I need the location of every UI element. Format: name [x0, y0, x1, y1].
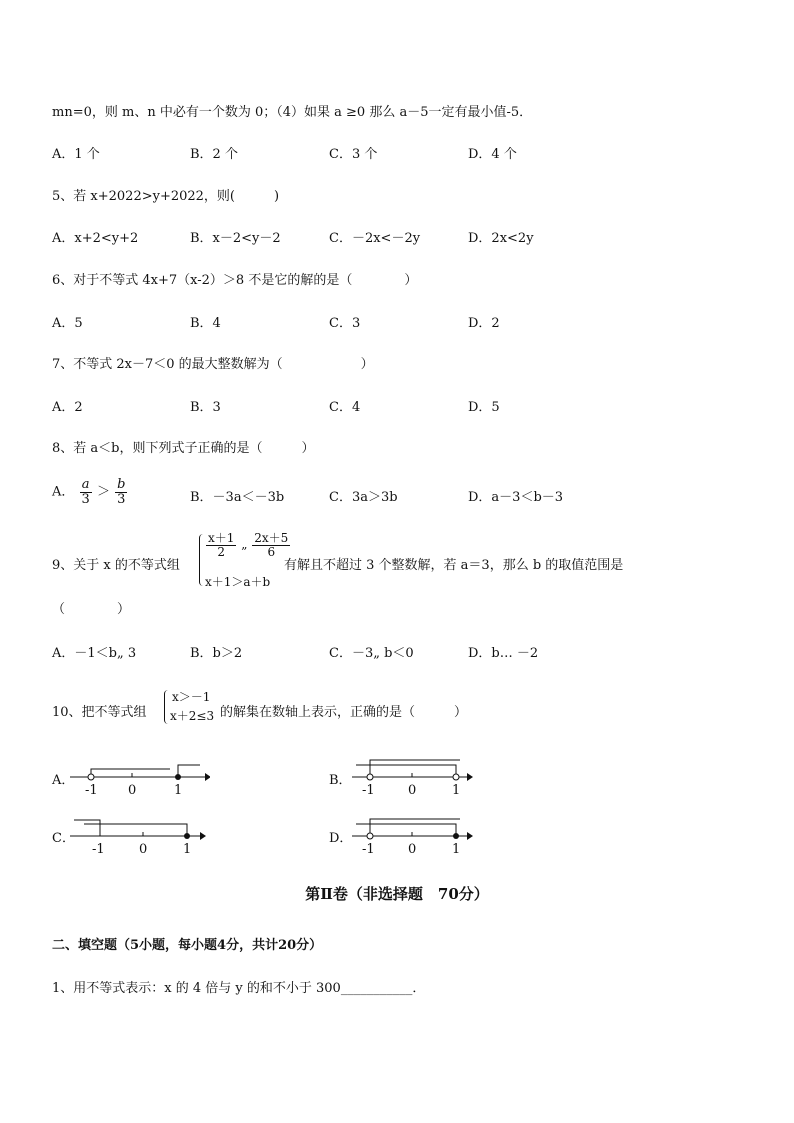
- q10-number-line-c: [70, 814, 210, 859]
- q10-a-tick-1: 1: [174, 783, 183, 798]
- q8-frac1-denominator: 3: [81, 491, 90, 507]
- q9-option-c: C．－3„ b＜0: [329, 646, 414, 661]
- q10-b-tick-0: 0: [408, 783, 417, 798]
- q8-frac1-numerator: a: [80, 478, 92, 493]
- q9-frac2-numerator: 2x＋5: [254, 531, 289, 545]
- q8-frac2-denominator: 3: [117, 491, 126, 507]
- q6-option-d: D．2: [468, 316, 500, 331]
- q8-stem: 8、若 a＜b，则下列式子正确的是（ ）: [52, 441, 315, 456]
- q9-option-a: A．－1＜b„ 3: [52, 646, 137, 661]
- q10-a-tick-0: 0: [128, 783, 137, 798]
- q10-stem-pre: 10、把不等式组: [52, 705, 147, 720]
- q9-system-row2: x＋1＞a＋b: [205, 575, 271, 589]
- q5-option-a: A．x+2<y+2: [52, 231, 139, 246]
- q10-c-tick-neg1: -1: [92, 842, 105, 857]
- q9-inequality-system: [199, 531, 289, 590]
- q10-a-tick-neg1: -1: [85, 783, 98, 798]
- q5-option-c: C．－2x<－2y: [329, 231, 421, 246]
- q9-option-b: B．b＞2: [190, 646, 243, 661]
- q7-option-c: C．4: [329, 400, 361, 415]
- q10-system-row2: x＋2≤3: [170, 709, 215, 723]
- q10-c-tick-1: 1: [183, 842, 192, 857]
- part2-heading: 第Ⅱ卷（非选择题 70分）: [305, 885, 489, 903]
- q5-option-b: B．x－2<y－2: [190, 231, 281, 246]
- q9-stem-pre: 9、关于 x 的不等式组: [52, 558, 180, 573]
- q4-tail-text: mn=0，则 m、n 中必有一个数为 0；（4）如果 a ≥0 那么 a－5一定有最小值-5．: [52, 105, 533, 120]
- q9-answer-blank: （ ）: [52, 602, 131, 617]
- q10-b-tick-1: 1: [452, 783, 461, 798]
- fill-question-1: 1、用不等式表示：x 的 4 倍与 y 的和不小于 300___________．: [52, 981, 426, 996]
- q5-option-d: D．2x<2y: [468, 231, 534, 246]
- q6-option-c: C．3: [329, 316, 361, 331]
- section2-title: 二、填空题（5小题，每小题4分，共计20分）: [52, 938, 323, 953]
- q9-frac2-denominator: 6: [267, 544, 276, 559]
- q7-option-a: A．2: [52, 400, 83, 415]
- q6-option-b: B．4: [190, 316, 221, 331]
- q7-stem: 7、不等式 2x－7＜0 的最大整数解为（ ）: [52, 357, 374, 372]
- q4-option-c: C．3 个: [329, 147, 378, 162]
- q10-option-d-label: D．: [329, 831, 353, 846]
- q4-option-a: A．1 个: [52, 147, 100, 162]
- q6-stem: 6、对于不等式 4x+7（x-2）＞8 不是它的解的是（ ）: [52, 273, 418, 288]
- q9-frac1-denominator: 2: [217, 544, 226, 559]
- q10-system-row1: x＞－1: [172, 690, 211, 704]
- q8-option-a-label: A．: [52, 484, 75, 500]
- q10-stem-post: 的解集在数轴上表示，正确的是（ ）: [220, 705, 468, 720]
- q10-d-tick-neg1: -1: [362, 842, 375, 857]
- q8-greater-sign: ＞: [96, 484, 110, 500]
- q9-frac1-numerator: x＋1: [208, 531, 235, 545]
- q10-number-line-a: [70, 755, 210, 800]
- q9-option-d: D．b… －2: [468, 646, 539, 661]
- q9-fraction-1: [206, 532, 236, 558]
- q10-number-line-d: [352, 814, 477, 859]
- q6-option-a: A．5: [52, 316, 83, 331]
- q9-stem-post: 有解且不超过 3 个整数解，若 a＝3，那么 b 的取值范围是: [284, 558, 624, 573]
- q7-option-d: D．5: [468, 400, 500, 415]
- q8-fraction-a-over-3: [80, 478, 92, 506]
- q10-option-b-label: B．: [329, 773, 352, 788]
- q7-option-b: B．3: [190, 400, 221, 415]
- q10-d-tick-1: 1: [452, 842, 461, 857]
- q10-number-line-b: [352, 755, 477, 800]
- q5-stem: 5、若 x+2022>y+2022，则( ): [52, 189, 280, 204]
- q8-fraction-b-over-3: [115, 478, 127, 506]
- q9-system-row1: [205, 532, 291, 558]
- q9-relation: „: [241, 537, 248, 552]
- q8-option-a: [52, 478, 128, 506]
- q10-option-c-label: C．: [52, 831, 75, 846]
- q10-option-a-label: A．: [52, 773, 75, 788]
- q8-option-b: B．－3a＜－3b: [190, 490, 285, 505]
- q4-option-d: D．4 个: [468, 147, 517, 162]
- q10-b-tick-neg1: -1: [362, 783, 375, 798]
- q8-frac2-numerator: b: [117, 477, 126, 492]
- q10-d-tick-0: 0: [408, 842, 417, 857]
- q4-option-b: B．2 个: [190, 147, 238, 162]
- q10-inequality-system: [164, 688, 224, 728]
- q8-option-d: D．a－3＜b－3: [468, 490, 564, 505]
- q10-c-tick-0: 0: [139, 842, 148, 857]
- q8-option-c: C．3a＞3b: [329, 490, 398, 505]
